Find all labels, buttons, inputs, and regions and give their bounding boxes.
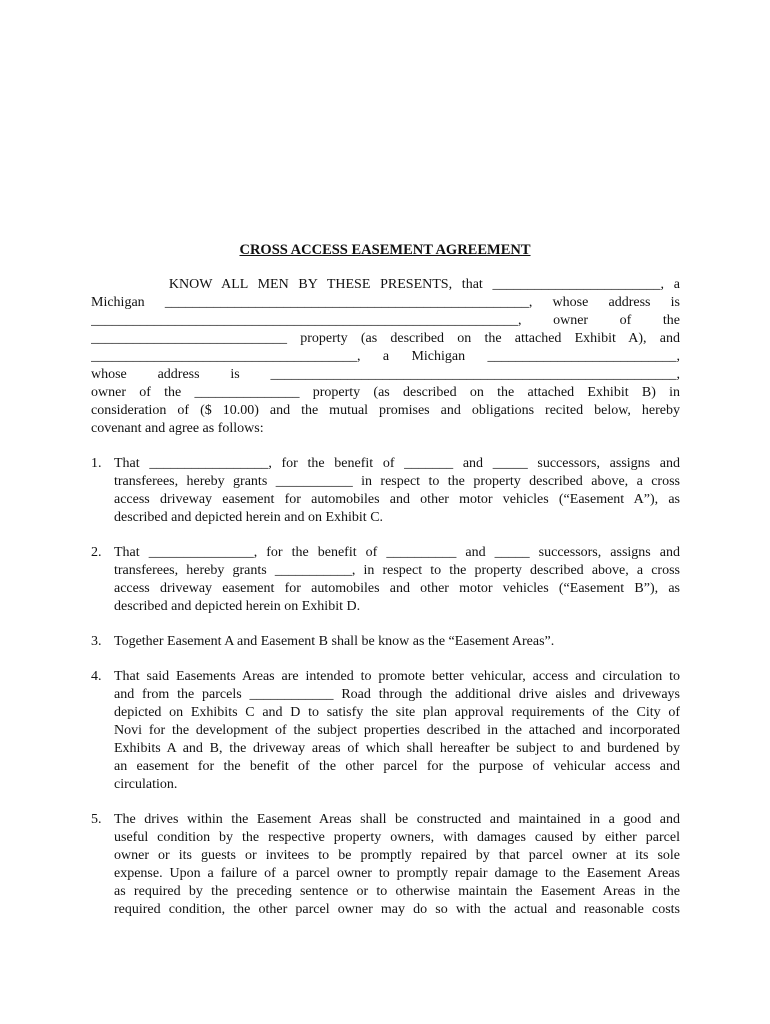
- item-number: 2.: [91, 545, 102, 560]
- item-line: circulation.: [114, 777, 178, 792]
- item-number: 5.: [91, 812, 102, 827]
- item-line: transferees, hereby grants ___________, in respect to the property described above, a cross: [114, 563, 680, 578]
- item-line: described and depicted herein on Exhibit D.: [114, 599, 361, 614]
- item-line: That said Easements Areas are intended to promote better vehicular, access and circulation to: [114, 669, 680, 684]
- item-line: owner or its guests or invitees to be promptly repaired by that parcel owner at its sole: [114, 848, 680, 863]
- item-line: as required by the preceding sentence or to otherwise maintain the Easement Areas in the: [114, 884, 680, 899]
- item-line: Together Easement A and Easement B shall be know as the “Easement Areas”.: [114, 634, 555, 649]
- intro-line: Michigan ____________________________________________________, whose address is: [91, 295, 680, 310]
- intro-line: covenant and agree as follows:: [91, 421, 264, 436]
- intro-line: ____________________________ property (as described on the attached Exhibit A), and: [91, 331, 680, 346]
- item-line: The drives within the Easement Areas shall be constructed and maintained in a good and: [114, 812, 680, 827]
- item-line: access driveway easement for automobiles and other motor vehicles (“Easement A”), as: [114, 492, 680, 507]
- item-number: 4.: [91, 669, 102, 684]
- item-line: described and depicted herein and on Exhibit C.: [114, 510, 384, 525]
- item-line: transferees, hereby grants ___________ in respect to the property described above, a cross: [114, 474, 680, 489]
- item-line: That _________________, for the benefit of _______ and _____ successors, assigns and: [114, 456, 680, 471]
- intro-line: whose address is __________________________________________________________,: [91, 367, 680, 382]
- item-line: That _______________, for the benefit of __________ and _____ successors, assigns and: [114, 545, 680, 560]
- item-line: an easement for the benefit of the other parcel for the purpose of vehicular access and: [114, 759, 680, 774]
- intro-line: KNOW ALL MEN BY THESE PRESENTS, that ________________________, a: [91, 277, 680, 292]
- item-line: required condition, the other parcel owner may do so with the actual and reasonable costs: [114, 902, 680, 917]
- item-line: access driveway easement for automobiles and other motor vehicles (“Easement B”), as: [114, 581, 680, 596]
- item-line: expense. Upon a failure of a parcel owner to promptly repair damage to the Easement Areas: [114, 866, 680, 881]
- item-line: and from the parcels ____________ Road through the additional drive aisles and driveways: [114, 687, 680, 702]
- item-number: 1.: [91, 456, 102, 471]
- document-title: CROSS ACCESS EASEMENT AGREEMENT: [239, 242, 531, 258]
- item-number: 3.: [91, 634, 102, 649]
- item-line: useful condition by the respective property owners, with damages caused by either parcel: [114, 830, 680, 845]
- item-line: Novi for the development of the subject properties described in the attached and incorporated: [114, 723, 680, 738]
- intro-line: _____________________________________________________________, owner of the: [91, 313, 680, 328]
- item-line: Exhibits A and B, the driveway areas of which shall hereafter be subject to and burdened by: [114, 741, 680, 756]
- item-line: depicted on Exhibits C and D to satisfy the site plan approval requirements of the City of: [114, 705, 680, 720]
- intro-line: consideration of ($ 10.00) and the mutual promises and obligations recited below, hereby: [91, 403, 680, 418]
- intro-line: ______________________________________, a Michigan ___________________________,: [91, 349, 680, 364]
- intro-line: owner of the _______________ property (as described on the attached Exhibit B) in: [91, 385, 680, 400]
